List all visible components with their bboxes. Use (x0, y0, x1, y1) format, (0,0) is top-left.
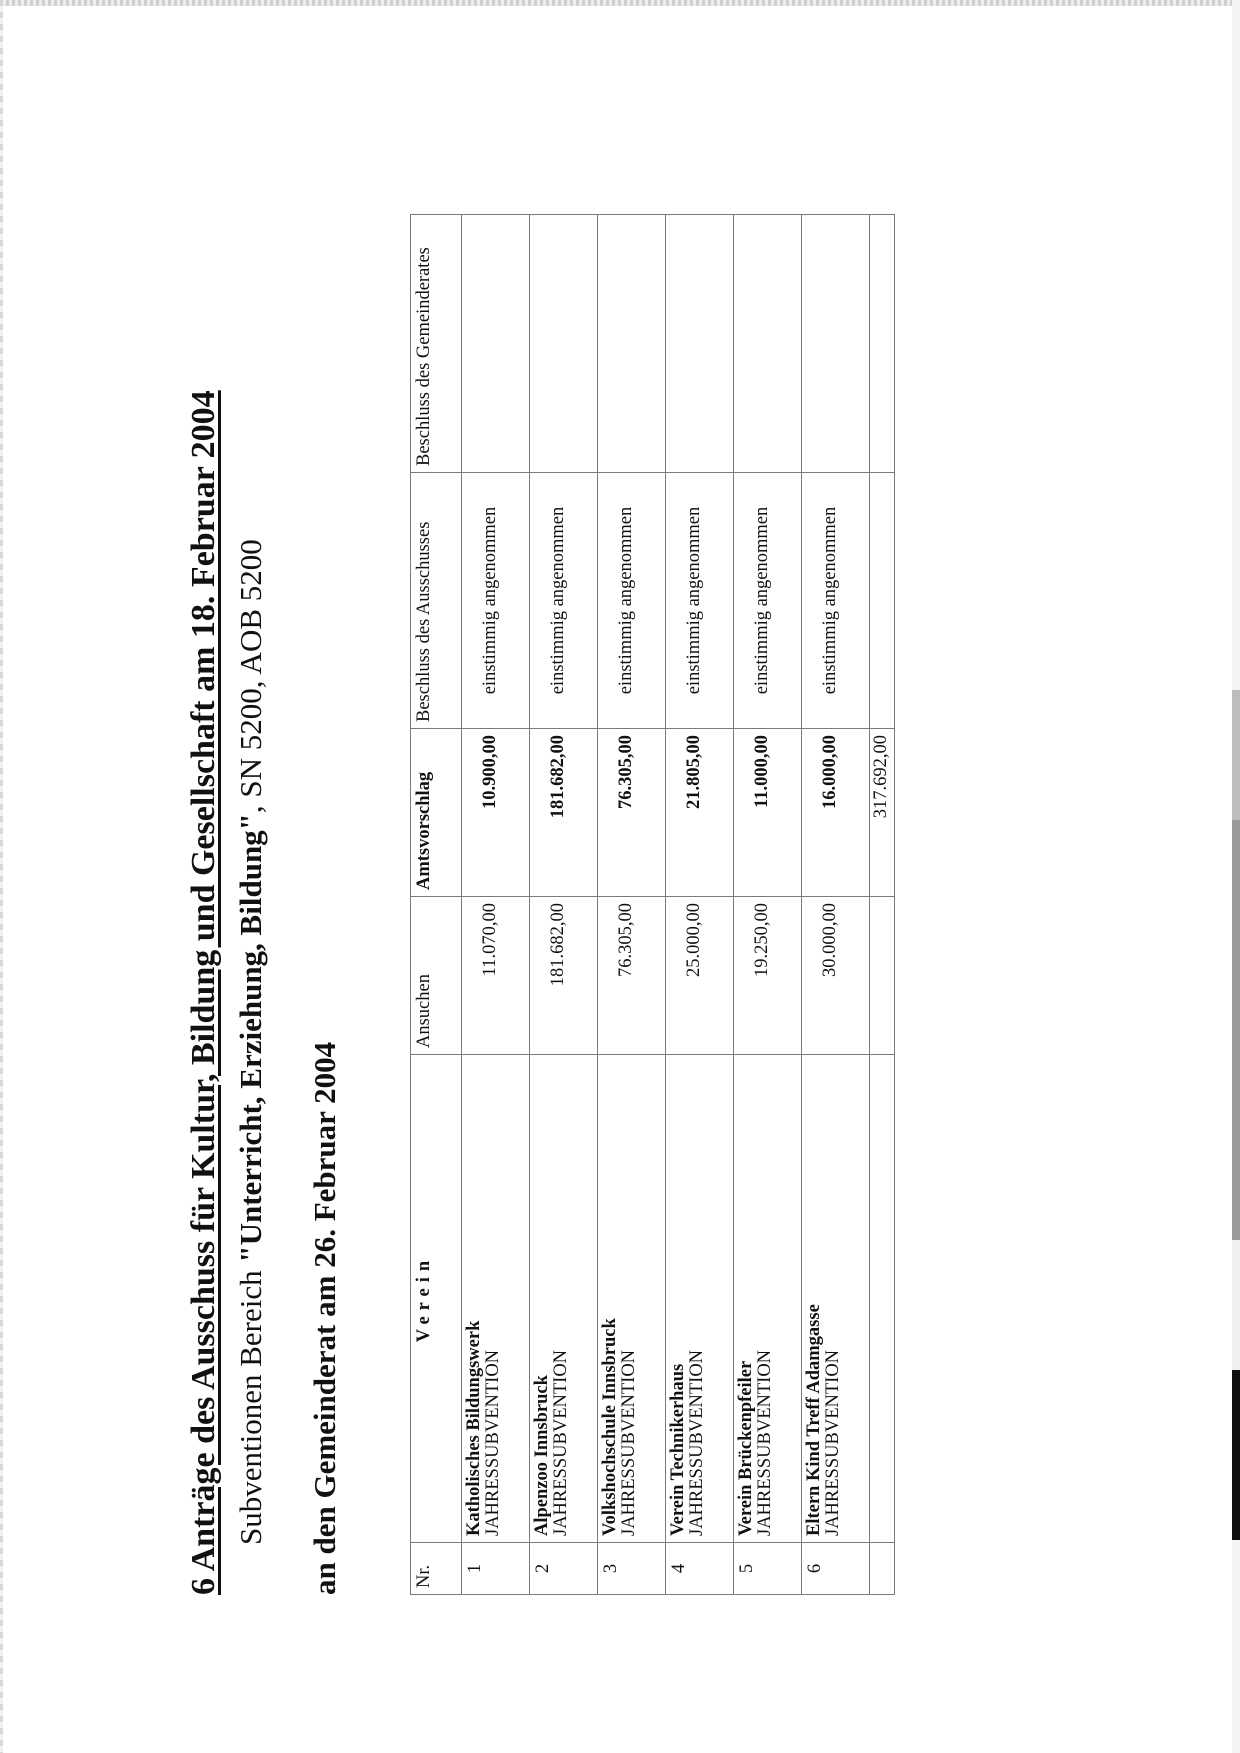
row-nr: 4 (666, 1543, 734, 1595)
row-beschluss-gemeinderat (802, 215, 870, 473)
row-amtsvorschlag: 76.305,00 (598, 729, 666, 897)
header-amtsvorschlag: Amtsvorschlag (411, 729, 462, 897)
row-beschluss-ausschuss: einstimmig angenommen (802, 473, 870, 729)
row-amtsvorschlag: 181.682,00 (530, 729, 598, 897)
row-ansuchen: 25.000,00 (666, 897, 734, 1055)
total-empty-verein (870, 1055, 895, 1543)
row-nr: 5 (734, 1543, 802, 1595)
header-verein: Verein (411, 1055, 462, 1543)
row-beschluss-gemeinderat (598, 215, 666, 473)
verein-name: Verein Brückenpfeiler (736, 1360, 756, 1536)
header-ansuchen: Ansuchen (411, 897, 462, 1055)
row-amtsvorschlag: 16.000,00 (802, 729, 870, 897)
verein-name: Verein Technikerhaus (668, 1363, 688, 1536)
row-ansuchen: 181.682,00 (530, 897, 598, 1055)
row-nr: 3 (598, 1543, 666, 1595)
row-beschluss-ausschuss: einstimmig angenommen (734, 473, 802, 729)
row-beschluss-ausschuss: einstimmig angenommen (530, 473, 598, 729)
subsidy-type: JAHRESSUBVENTION (687, 1349, 708, 1536)
row-ansuchen: 30.000,00 (802, 897, 870, 1055)
verein-name: Alpenzoo Innsbruck (532, 1375, 552, 1536)
subsidy-type: JAHRESSUBVENTION (755, 1349, 776, 1536)
subsidy-table (410, 214, 895, 1595)
row-verein (802, 1055, 870, 1543)
header-beschluss-ausschuss: Beschluss des Ausschusses (411, 473, 462, 729)
scan-edge-left (0, 0, 3, 1753)
table-header-row (411, 215, 462, 1595)
row-amtsvorschlag: 11.000,00 (734, 729, 802, 897)
table-row (666, 215, 734, 1595)
subtitle-suffix: , SN 5200, AOB 5200 (233, 539, 268, 814)
row-verein (666, 1055, 734, 1543)
subsidy-type: JAHRESSUBVENTION (551, 1349, 572, 1536)
total-empty-ausschuss (870, 473, 895, 729)
row-beschluss-gemeinderat (462, 215, 530, 473)
row-amtsvorschlag: 21.805,00 (666, 729, 734, 897)
total-empty-gemeinderat (870, 215, 895, 473)
total-amtsvorschlag: 317.692,00 (870, 729, 895, 897)
document-subtitle (233, 539, 269, 1545)
header-beschluss-gemeinderat: Beschluss des Gemeinderates (411, 215, 462, 473)
row-beschluss-ausschuss: einstimmig angenommen (462, 473, 530, 729)
row-beschluss-gemeinderat (666, 215, 734, 473)
row-verein (530, 1055, 598, 1543)
row-nr: 1 (462, 1543, 530, 1595)
table-row (598, 215, 666, 1595)
verein-name: Eltern Kind Treff Adamgasse (804, 1304, 824, 1536)
table-total-row (870, 215, 895, 1595)
row-beschluss-ausschuss: einstimmig angenommen (666, 473, 734, 729)
total-empty-ansuchen (870, 897, 895, 1055)
scan-edge-top (0, 0, 1240, 6)
verein-name: Katholisches Bildungswerk (464, 1320, 484, 1536)
subsidy-type: JAHRESSUBVENTION (483, 1349, 504, 1536)
row-ansuchen: 11.070,00 (462, 897, 530, 1055)
verein-name: Volkshochschule Innsbruck (600, 1318, 620, 1536)
table-row (462, 215, 530, 1595)
row-beschluss-gemeinderat (530, 215, 598, 473)
row-verein (734, 1055, 802, 1543)
subsidy-type: JAHRESSUBVENTION (823, 1349, 844, 1536)
rotated-document (185, 195, 891, 1595)
scan-edge-right (1232, 0, 1240, 1753)
row-ansuchen: 19.250,00 (734, 897, 802, 1055)
subtitle-prefix: Subventionen Bereich (233, 1262, 268, 1545)
table-row (734, 215, 802, 1595)
row-nr: 6 (802, 1543, 870, 1595)
row-amtsvorschlag: 10.900,00 (462, 729, 530, 897)
total-empty-nr (870, 1543, 895, 1595)
row-nr: 2 (530, 1543, 598, 1595)
subsidy-type: JAHRESSUBVENTION (619, 1349, 640, 1536)
row-verein (598, 1055, 666, 1543)
row-verein (462, 1055, 530, 1543)
header-nr: Nr. (411, 1543, 462, 1595)
recipient-line: an den Gemeinderat am 26. Februar 2004 (307, 1041, 342, 1595)
table-row (530, 215, 598, 1595)
subtitle-area: "Unterricht, Erziehung, Bildung" (233, 813, 268, 1263)
document-title: 6 Anträge des Ausschuss für Kultur, Bildung und Gesellschaft am 18. Februar 2004 (185, 390, 222, 1595)
table-row (802, 215, 870, 1595)
row-beschluss-gemeinderat (734, 215, 802, 473)
row-ansuchen: 76.305,00 (598, 897, 666, 1055)
row-beschluss-ausschuss: einstimmig angenommen (598, 473, 666, 729)
